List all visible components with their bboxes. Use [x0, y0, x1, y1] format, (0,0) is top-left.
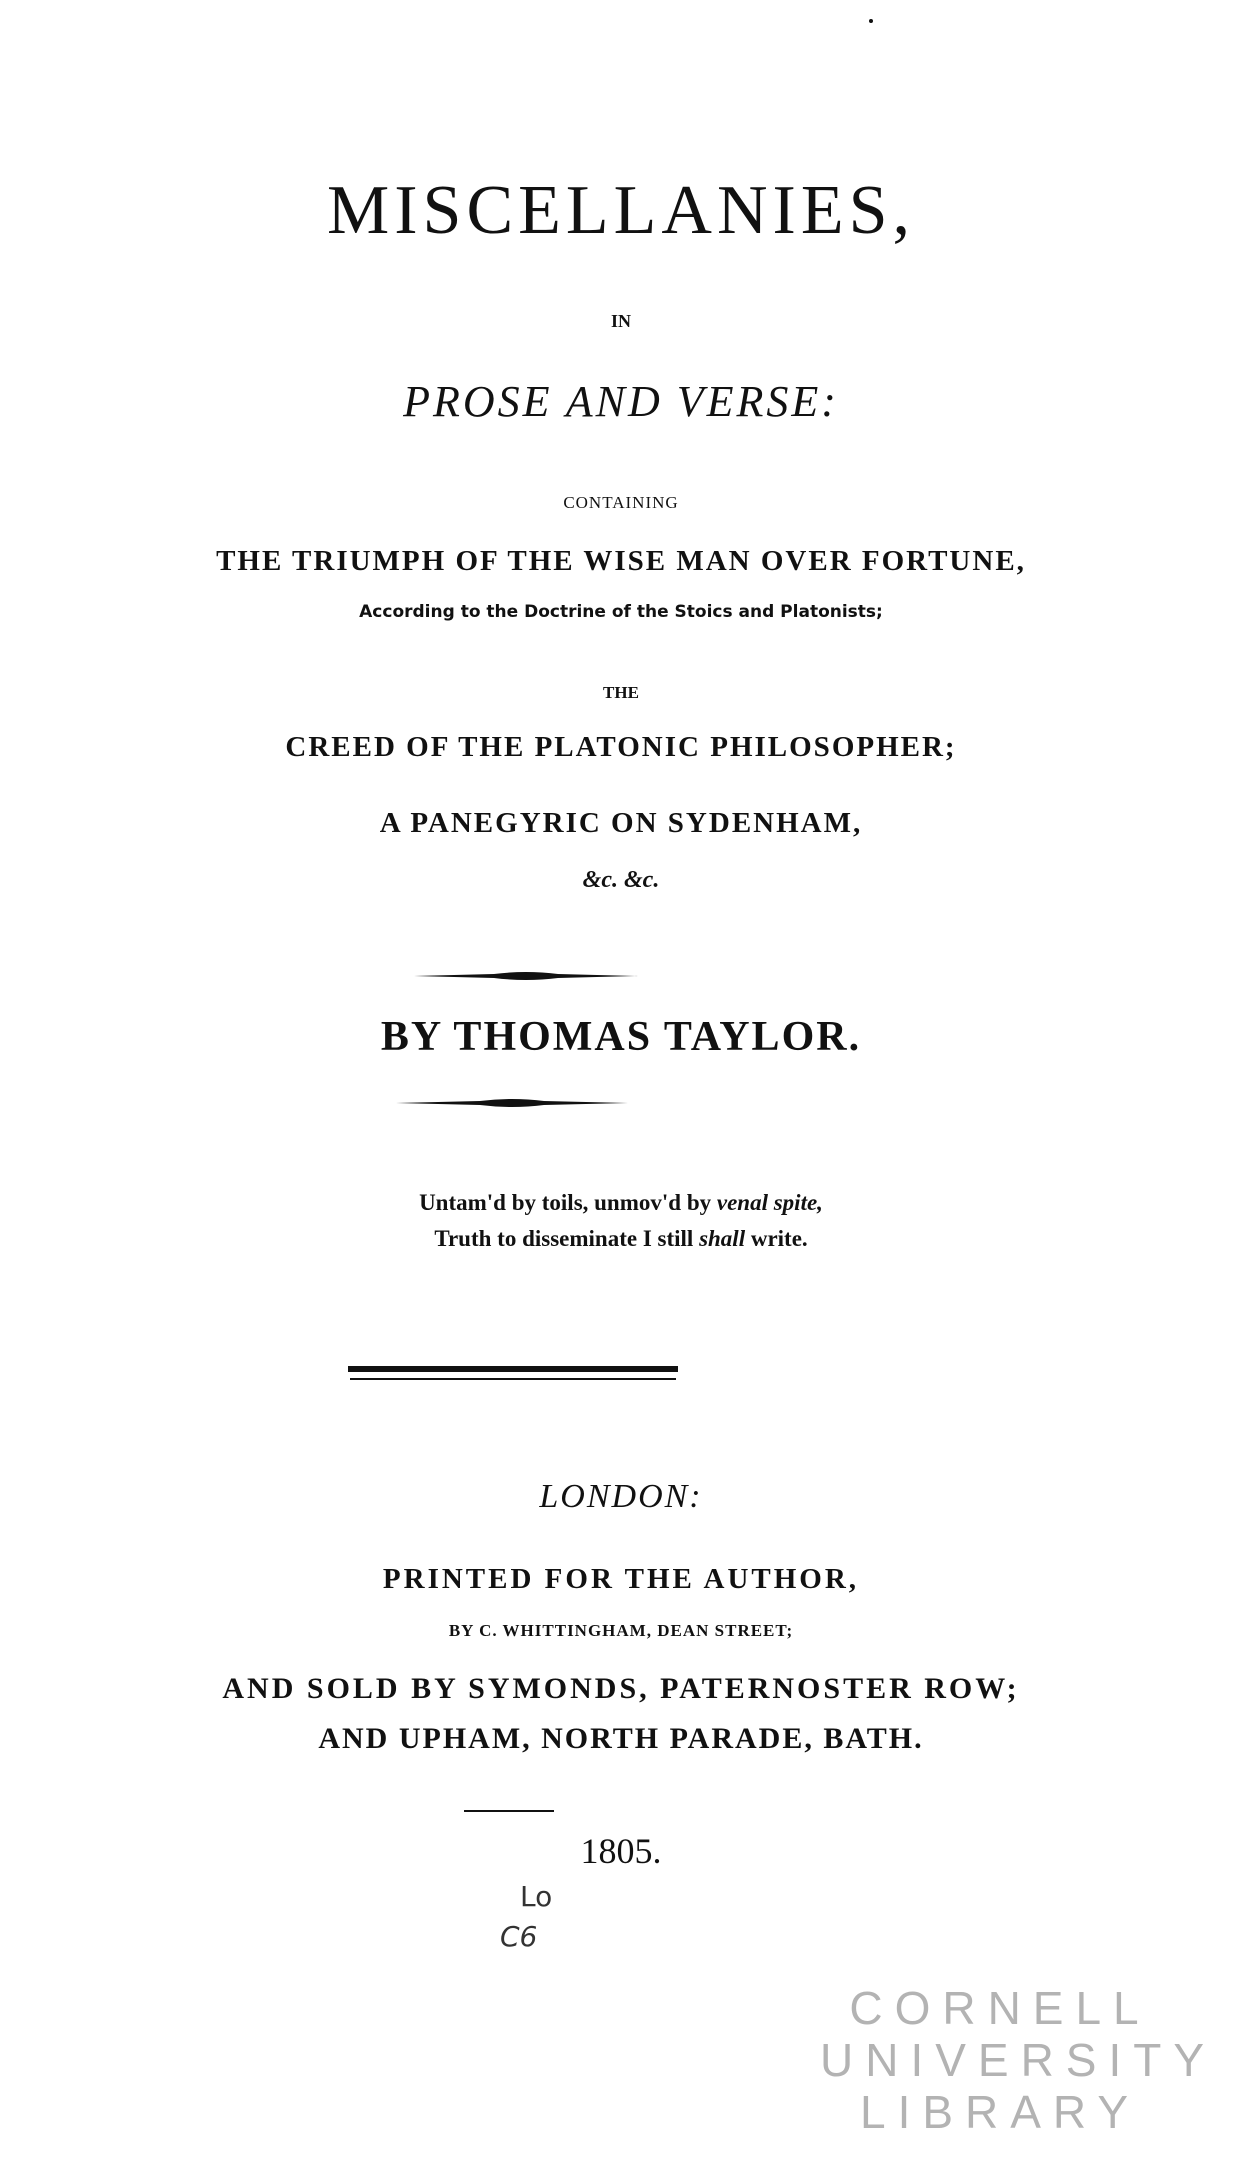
place: LONDON:: [539, 1478, 703, 1515]
year: 1805.: [580, 1831, 662, 1871]
epigraph-italic: venal spite,: [716, 1190, 823, 1215]
the-label: THE: [603, 683, 639, 702]
ornamental-rule: [396, 1097, 628, 1109]
author: BY THOMAS TAYLOR.: [380, 1014, 862, 1060]
epigraph-text: Untam'd by toils, unmov'd by: [419, 1190, 717, 1215]
short-rule: [464, 1810, 554, 1812]
epigraph-text: write.: [745, 1226, 808, 1251]
library-stamp: [820, 1982, 1217, 2138]
stamp-line: LIBRARY: [859, 2086, 1141, 2138]
epigraph-text: Truth to disseminate I still: [434, 1226, 700, 1251]
in-label: IN: [610, 311, 631, 331]
etc: &c. &c.: [582, 867, 660, 893]
containing-label: CONTAINING: [563, 493, 679, 512]
work-title-panegyric: A PANEGYRIC ON SYDENHAM,: [379, 807, 863, 839]
imprint-printer: BY C. WHITTINGHAM, DEAN STREET;: [448, 1621, 794, 1640]
imprint-sold-2: AND UPHAM, NORTH PARADE, BATH.: [318, 1722, 924, 1755]
work-note: According to the Doctrine of the Stoics and Platonists;: [359, 602, 883, 622]
work-title-triumph: THE TRIUMPH OF THE WISE MAN OVER FORTUNE,: [216, 545, 1026, 577]
epigraph-line-2: [0, 1227, 1242, 1250]
handwritten-mark: C6: [500, 1920, 538, 1953]
epigraph-italic: shall: [699, 1226, 746, 1251]
imprint-printed: PRINTED FOR THE AUTHOR,: [382, 1563, 860, 1595]
stamp-line: CORNELL: [849, 1982, 1151, 2034]
subtitle: PROSE AND VERSE:: [403, 377, 839, 426]
title: MISCELLANIES,: [326, 172, 916, 249]
double-rule-thin: [350, 1378, 676, 1380]
stamp-line: UNIVERSITY: [820, 2034, 1217, 2086]
epigraph-line-1: [0, 1191, 1242, 1214]
speck: [869, 19, 873, 23]
ornamental-rule: [414, 970, 638, 982]
work-title-creed: CREED OF THE PLATONIC PHILOSOPHER;: [285, 731, 957, 763]
double-rule-thick: [348, 1366, 678, 1372]
imprint-sold-1: AND SOLD BY SYMONDS, PATERNOSTER ROW;: [222, 1672, 1020, 1705]
handwritten-mark: Lo: [520, 1880, 553, 1913]
